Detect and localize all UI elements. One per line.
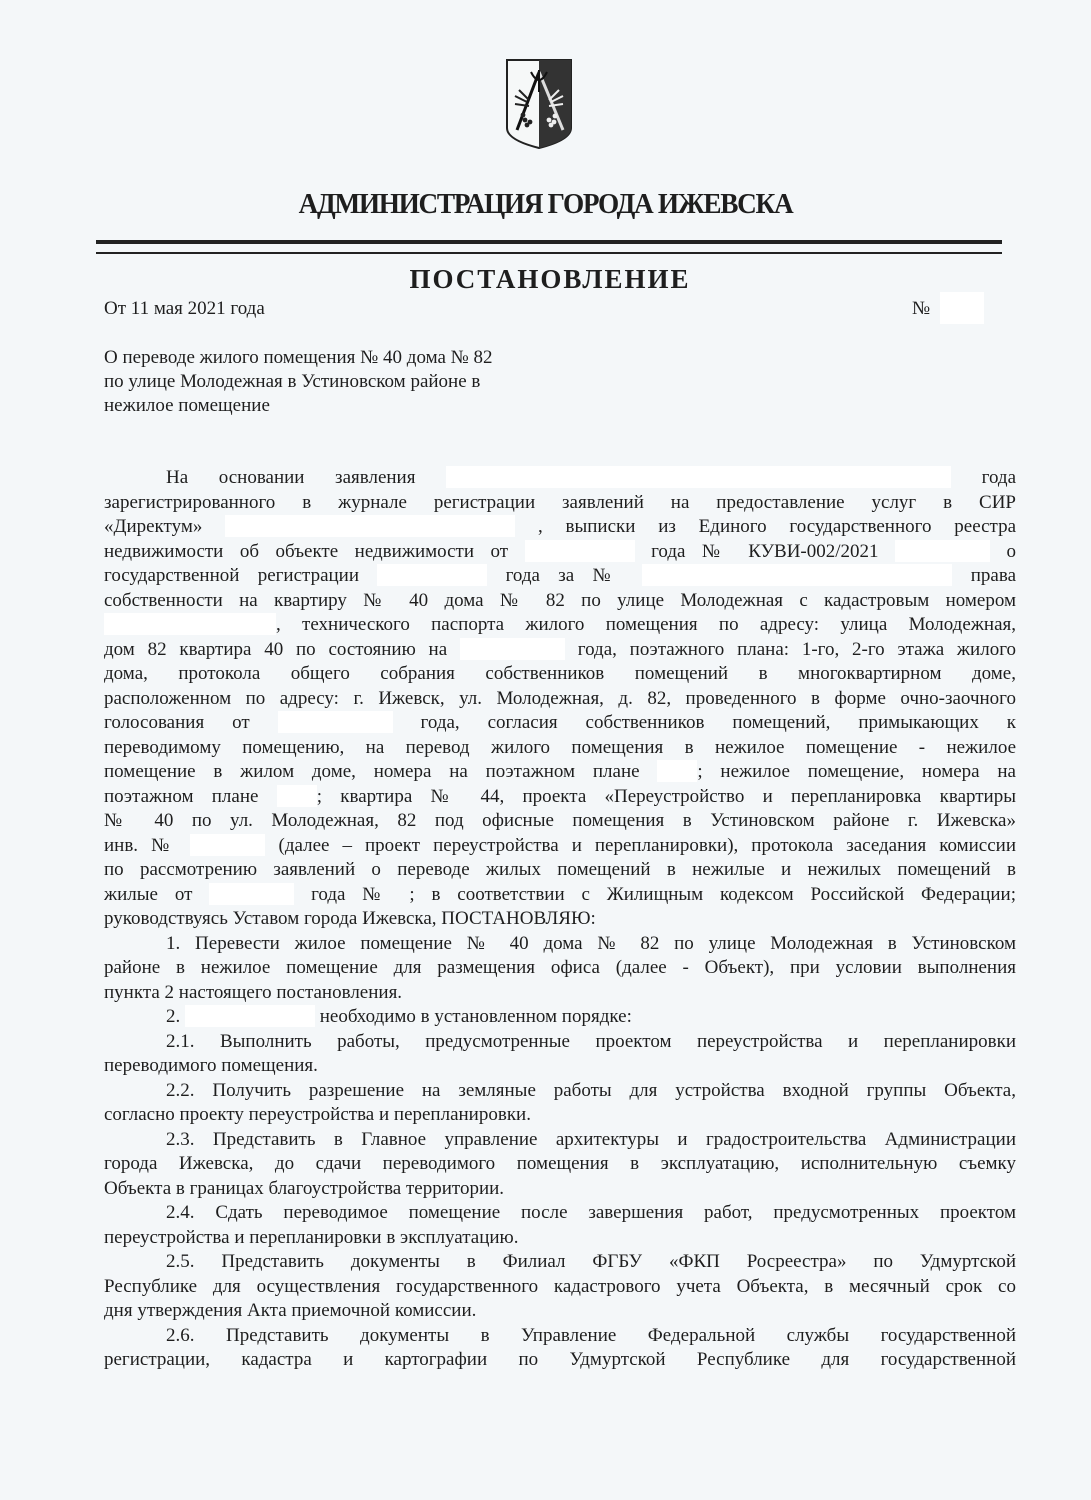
text: инв. № (104, 834, 178, 856)
redacted-field (277, 785, 317, 807)
text: дом 82 квартира 40 по состоянию на (104, 638, 448, 660)
text: «Директум» (104, 516, 203, 537)
redacted-field (209, 883, 294, 905)
text: ; в соответствии с Жилищным кодексом Российской Федерации; (409, 883, 1017, 905)
text: недвижимости об объекте недвижимости от (104, 540, 509, 562)
text: года, поэтажного плана: 1-го, 2-го этажа жилого (577, 638, 1017, 660)
item-2-1-line: переводимого помещения. (104, 1055, 318, 1076)
redacted-field (278, 711, 393, 733)
body-line: переводимому помещению, на перевод жилого помещения в нежилое помещение - нежилое (104, 736, 1016, 758)
redacted-field (225, 515, 515, 537)
body-line: зарегистрированного в журнале регистрации заявлений на предоставление услуг в СИР (104, 491, 1016, 513)
subject-line: нежилое помещение (104, 395, 270, 416)
body-line (104, 883, 1016, 908)
redacted-number (940, 292, 984, 324)
document-body (104, 466, 1016, 1373)
redacted-field (104, 613, 276, 635)
text: , выписки из Единого государственного реестра (537, 516, 1017, 537)
item-2-6-line: регистрации, кадастра и картографии по Удмуртской Республике для государственной (104, 1349, 1016, 1370)
text: На основании заявления (166, 467, 416, 488)
redacted-field (895, 540, 990, 562)
item-2-3-line: Объекта в границах благоустройства территории. (104, 1177, 505, 1199)
body-line: дома, протокола общего собрания собственников помещений в многоквартирном доме, (104, 663, 1016, 684)
body-line (104, 540, 1016, 565)
document-date: От 11 мая 2021 года (104, 298, 265, 319)
body-line (104, 564, 1016, 589)
item-2-2-line: 2.2. Получить разрешение на земляные работы для устройства входной группы Объекта, (166, 1079, 1016, 1101)
item-2-line (104, 1005, 1016, 1030)
text: года № (311, 883, 393, 905)
text: года (981, 467, 1017, 488)
item-2-5-line: дня утверждения Акта приемочной комиссии. (104, 1300, 477, 1321)
document-type-title: ПОСТАНОВЛЕНИЕ (409, 264, 691, 294)
document-number-label: № (912, 298, 931, 319)
item-1-line: 1. Перевести жилое помещение № 40 дома № 82 по улице Молодежная в Устиновском (166, 932, 1016, 954)
redacted-field (525, 540, 635, 562)
item-2-4-line: 2.4. Сдать переводимое помещение после завершения работ, предусмотренных проектом (166, 1202, 1016, 1223)
text: помещение в жилом доме, номера на поэтажном плане (104, 761, 640, 782)
text: 2. (166, 1006, 181, 1027)
redacted-field (446, 466, 951, 488)
item-2-2-line: согласно проекту переустройства и перепланировки. (104, 1104, 531, 1125)
item-2-6-line: 2.6. Представить документы в Управление Федеральной службы государственной (166, 1324, 1016, 1346)
body-line (104, 613, 1016, 638)
text: голосования от (104, 712, 250, 733)
item-1-line: пункта 2 настоящего постановления. (104, 981, 403, 1003)
body-line (104, 760, 1016, 785)
document-subject (104, 346, 574, 418)
body-line: руководствуясь Уставом города Ижевска, ПОСТАНОВЛЯЮ: (104, 908, 596, 929)
body-line (104, 515, 1016, 540)
body-line (104, 785, 1016, 810)
header-rule-thick (96, 240, 1002, 244)
text: государственной регистрации (104, 565, 360, 586)
subject-line: по улице Молодежная в Устиновском районе в (104, 371, 481, 392)
item-2-5-line: Республике для осуществления государственного кадастрового учета Объекта, в месячный срок со (104, 1275, 1016, 1297)
text: года за № (505, 565, 625, 586)
text: права (970, 565, 1017, 586)
subject-line: О переводе жилого помещения № 40 дома № 82 (104, 347, 493, 368)
text: , технического паспорта жилого помещения по адресу: улица Молодежная, (276, 614, 1016, 635)
body-line: № 40 по ул. Молодежная, 82 под офисные помещения в Устиновском районе г. Ижевска» (104, 810, 1016, 831)
body-line: расположенном по адресу: г. Ижевск, ул. Молодежная, д. 82, проведенного в форме очно-заочного (104, 687, 1016, 709)
item-2-3-line: города Ижевска, до сдачи переводимого помещения в эксплуатацию, исполнительную съемку (104, 1153, 1016, 1174)
text: (далее – проект переустройства и перепланировки), протокола заседания комиссии (278, 834, 1016, 856)
text: необходимо в установленном порядке: (319, 1006, 632, 1027)
issuer-title: АДМИНИСТРАЦИЯ ГОРОДА ИЖЕВСКА (298, 188, 793, 220)
item-2-1-line: 2.1. Выполнить работы, предусмотренные проектом переустройства и перепланировки (166, 1030, 1016, 1052)
redacted-field (460, 638, 565, 660)
text: о (1006, 540, 1017, 562)
header-rule-thin (96, 252, 1002, 254)
coat-of-arms-icon (505, 58, 573, 150)
text: года № КУВИ-002/2021 (651, 540, 879, 562)
item-2-3-line: 2.3. Представить в Главное управление архитектуры и градостроительства Администрации (166, 1128, 1016, 1150)
body-line (104, 834, 1016, 859)
text: жилые от (104, 883, 193, 905)
redacted-field (185, 1005, 315, 1027)
redacted-field (657, 760, 697, 782)
redacted-field (190, 834, 265, 856)
item-1-line: районе в нежилое помещение для размещения офиса (далее - Объект), при условии выполнения (104, 957, 1016, 978)
text: ; квартира № 44, проекта «Переустройство и перепланировка квартиры (316, 785, 1016, 807)
text: года, согласия собственников помещений, примыкающих к (420, 712, 1016, 733)
body-line (104, 638, 1016, 663)
body-line (104, 466, 1016, 491)
redacted-field (377, 564, 487, 586)
text: поэтажном плане (104, 785, 259, 807)
item-2-5-line: 2.5. Представить документы в Филиал ФГБУ «ФКП Росреестра» по Удмуртской (166, 1251, 1016, 1272)
body-line: собственности на квартиру № 40 дома № 82 по улице Молодежная с кадастровым номером (104, 589, 1016, 611)
body-line: по рассмотрению заявлений о переводе жилых помещений в нежилые и нежилых помещений в (104, 859, 1016, 880)
text: ; нежилое помещение, номера на (697, 761, 1016, 782)
item-2-4-line: переустройства и перепланировки в эксплуатацию. (104, 1226, 519, 1248)
body-line (104, 711, 1016, 736)
redacted-field (642, 564, 952, 586)
